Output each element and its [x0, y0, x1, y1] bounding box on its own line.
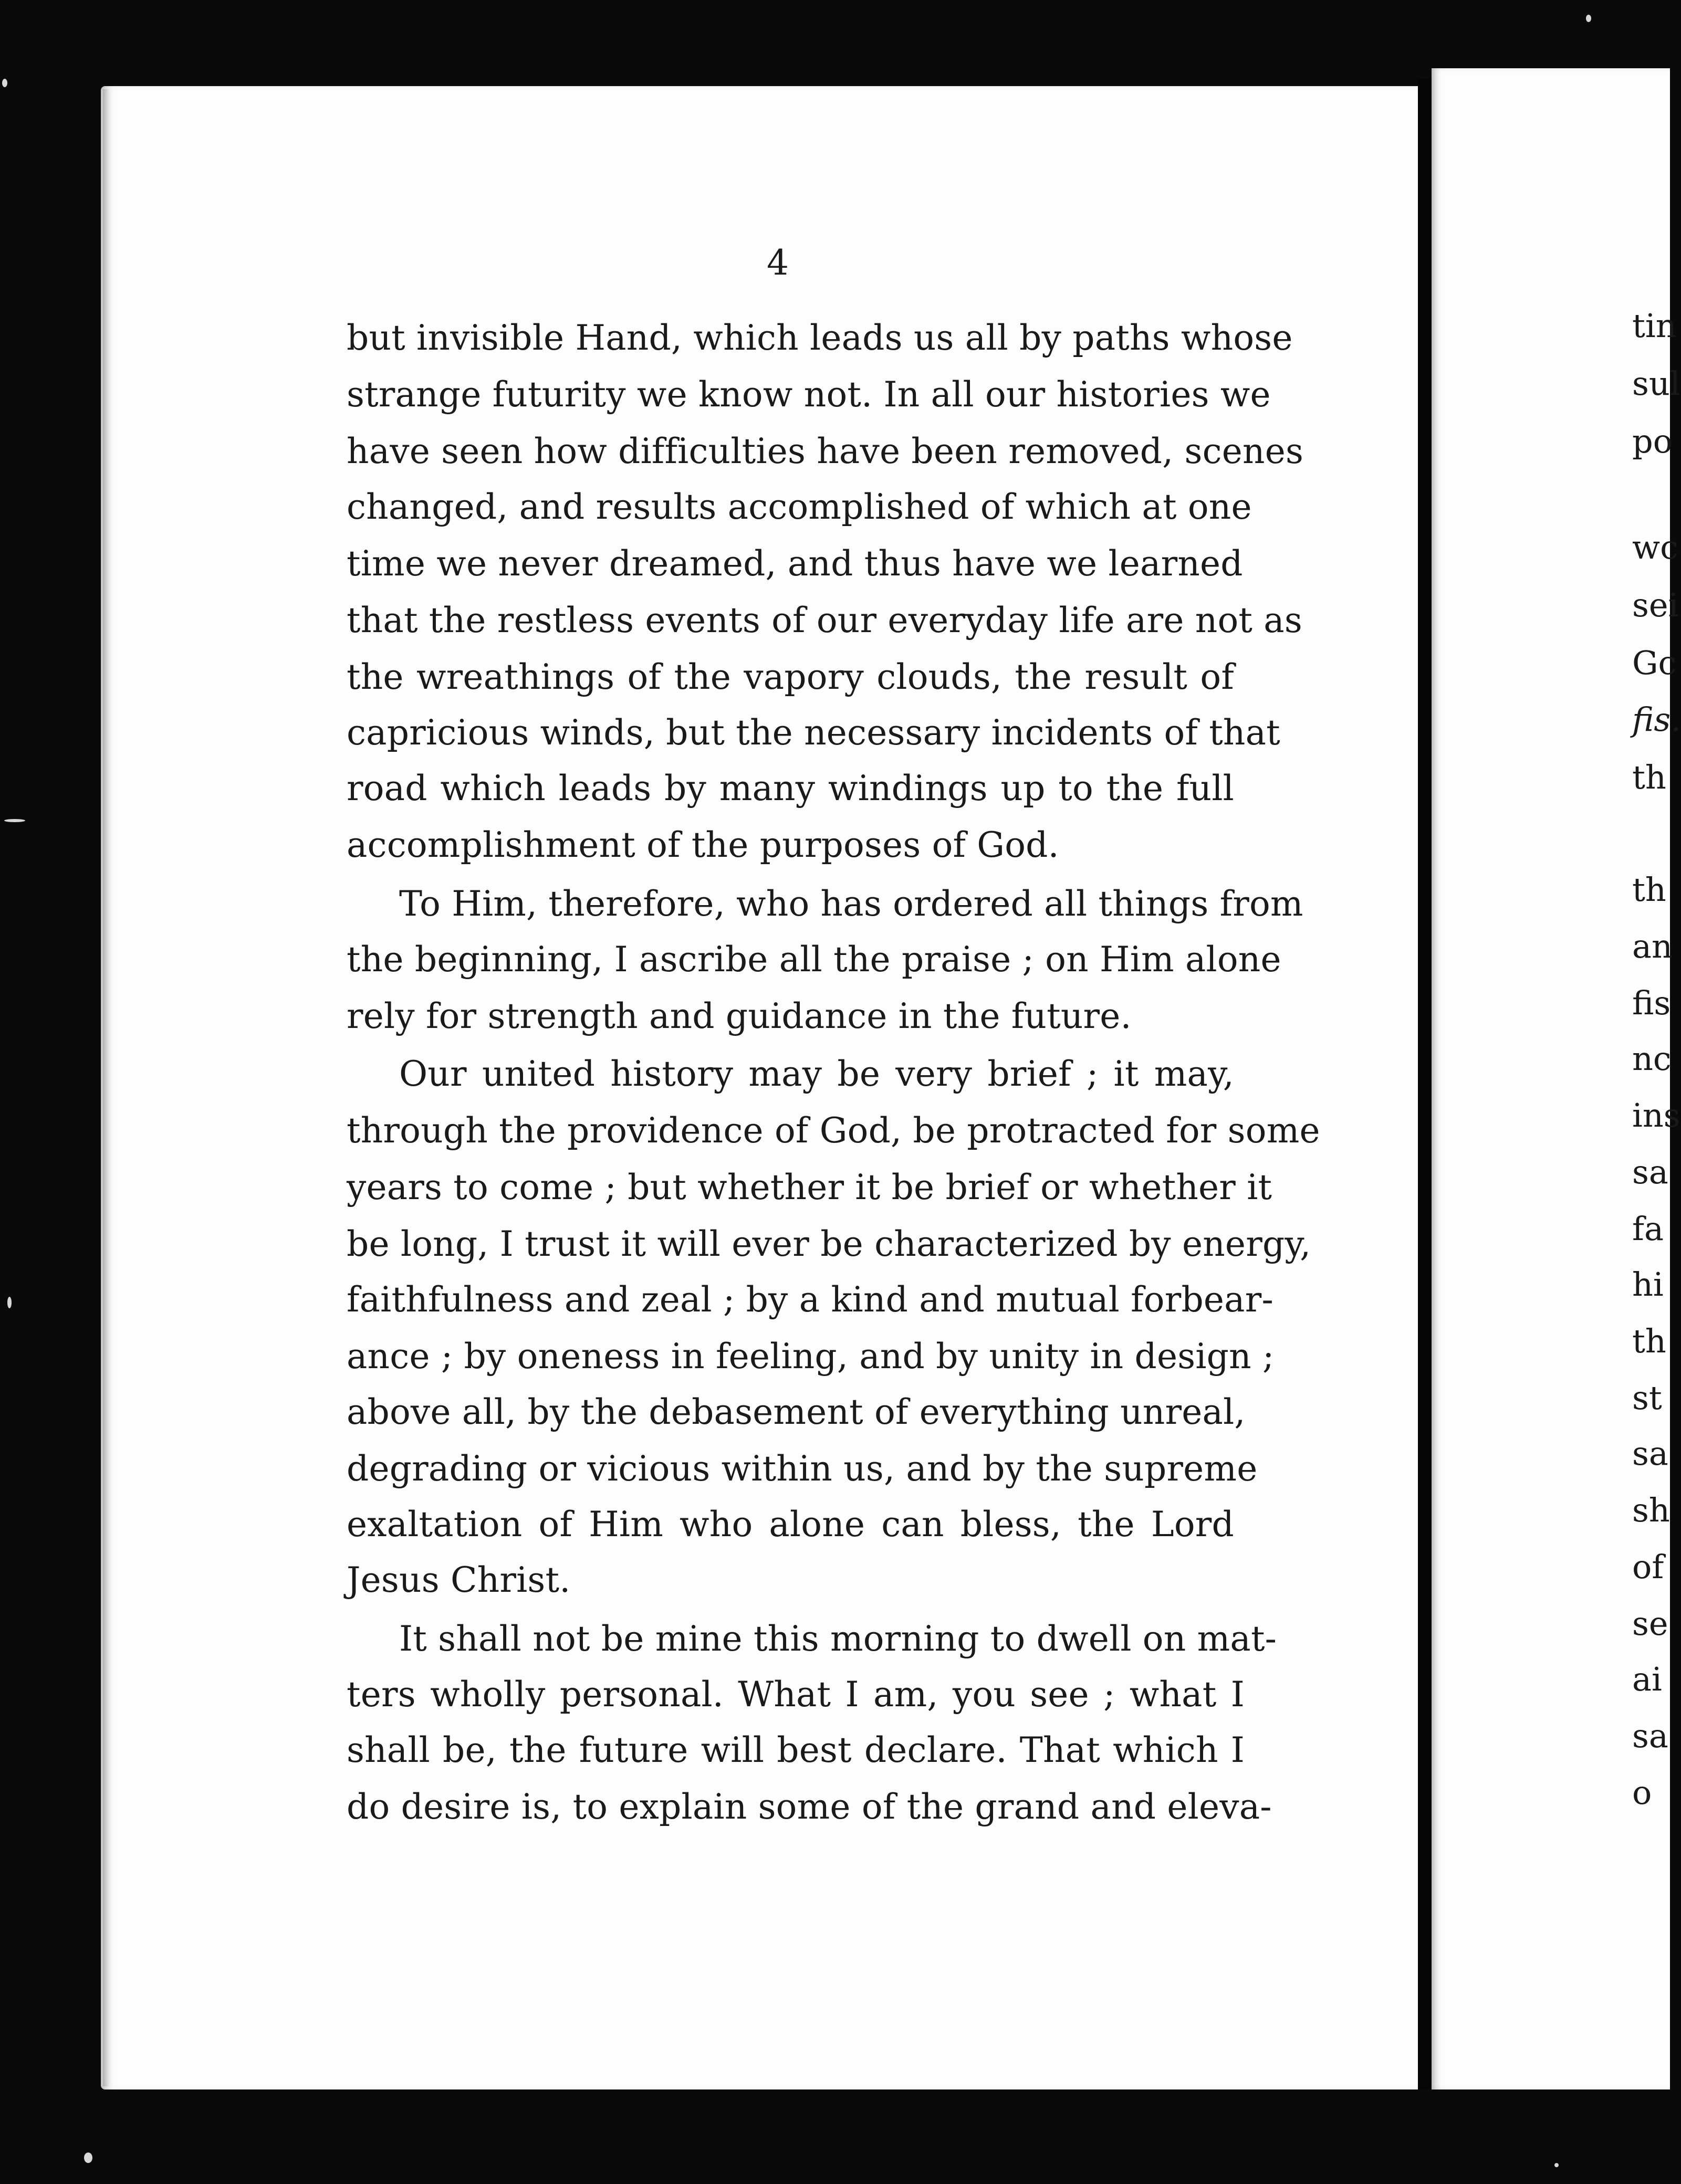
facing-page-fragment: se — [1632, 1604, 1668, 1643]
body-text-line: time we never dreamed, and thus have we learned — [347, 543, 1243, 584]
page-edge-shadow — [103, 89, 114, 2086]
body-text-line: shall be, the future will best declare. That which I — [347, 1730, 1245, 1770]
page-number: 4 — [767, 243, 789, 283]
facing-page-fragment: hi — [1632, 1265, 1664, 1304]
body-text-line: the wreathings of the vapory clouds, the result of — [347, 657, 1234, 697]
scan-speck — [1586, 15, 1591, 22]
facing-page-fragment: th — [1632, 870, 1666, 909]
facing-page-fragment: wc — [1632, 528, 1678, 566]
body-text-line: degrading or vicious within us, and by the supreme — [347, 1448, 1258, 1489]
facing-page-fragment: st — [1632, 1379, 1662, 1417]
body-text-line: Our united history may be very brief ; it may, — [399, 1054, 1234, 1094]
body-text-line: above all, by the debasement of everything unreal, — [347, 1392, 1246, 1432]
body-text-line: faithfulness and zeal ; by a kind and mutual forbear- — [347, 1279, 1273, 1320]
body-text-line: years to come ; but whether it be brief or whether it — [347, 1167, 1272, 1208]
facing-page-fragment: sh — [1632, 1491, 1670, 1529]
body-text-line: that the restless events of our everyday life are not as — [347, 600, 1302, 640]
body-text-line: through the providence of God, be protracted for some — [347, 1110, 1320, 1151]
body-text-line: but invisible Hand, which leads us all by paths whose — [347, 318, 1293, 358]
body-text-line: Jesus Christ. — [347, 1560, 571, 1600]
facing-page-fragment: sa — [1632, 1153, 1668, 1191]
facing-page-fragment: an — [1632, 927, 1673, 965]
scan-speck — [7, 1297, 12, 1308]
facing-page-fragment: sa — [1632, 1434, 1668, 1473]
facing-page-fragment: th — [1632, 1322, 1666, 1360]
body-text-line: rely for strength and guidance in the future. — [347, 996, 1132, 1036]
body-text-line: capricious winds, but the necessary incidents of that — [347, 712, 1280, 753]
facing-page-fragment: sa — [1632, 1717, 1668, 1755]
body-text-line: ance ; by oneness in feeling, and by unity in design ; — [347, 1336, 1275, 1377]
facing-page-fragment: Gc — [1632, 644, 1677, 682]
facing-page-fragment: sul — [1632, 364, 1680, 403]
body-text-line: be long, I trust it will ever be characterized by energy, — [347, 1224, 1311, 1264]
facing-page-fragment: tin — [1632, 307, 1677, 345]
facing-page-fragment: fis — [1632, 984, 1671, 1022]
body-text-line: ters wholly personal. What I am, you see ; what I — [347, 1674, 1245, 1715]
body-text-line: the beginning, I ascribe all the praise ; on Him alone — [347, 939, 1281, 980]
body-text-line: To Him, therefore, who has ordered all things from — [399, 884, 1303, 924]
scan-speck — [2, 79, 7, 87]
scan-speck — [4, 819, 25, 822]
facing-page-fragment: o — [1632, 1773, 1652, 1812]
scan-speck — [84, 2152, 92, 2163]
body-text-line: exaltation of Him who alone can bless, the Lord — [347, 1504, 1234, 1545]
body-text-line: have seen how difficulties have been removed, scenes — [347, 431, 1304, 471]
facing-page-fragment: nc — [1632, 1040, 1672, 1078]
body-text-line: It shall not be mine this morning to dwell on mat- — [399, 1619, 1277, 1659]
facing-page-fragment: fis. — [1632, 700, 1681, 739]
facing-page-fragment: ins — [1632, 1096, 1680, 1135]
scan-speck — [1554, 2163, 1559, 2167]
body-text-line: do desire is, to explain some of the grand and eleva- — [347, 1787, 1272, 1827]
book-gutter — [1418, 79, 1432, 2090]
facing-page-fragment: po — [1632, 422, 1673, 460]
body-text-line: road which leads by many windings up to the full — [347, 768, 1234, 808]
body-text-line: accomplishment of the purposes of God. — [347, 825, 1059, 865]
facing-page-fragment: of — [1632, 1548, 1664, 1586]
facing-page-fragment: ai — [1632, 1660, 1662, 1698]
body-text-line: strange futurity we know not. In all our histories we — [347, 374, 1271, 415]
body-text-line: changed, and results accomplished of which at one — [347, 487, 1252, 527]
facing-page-fragment: th — [1632, 758, 1666, 796]
facing-page-fragment: sei — [1632, 586, 1679, 624]
facing-page-fragment: fa — [1632, 1210, 1664, 1248]
